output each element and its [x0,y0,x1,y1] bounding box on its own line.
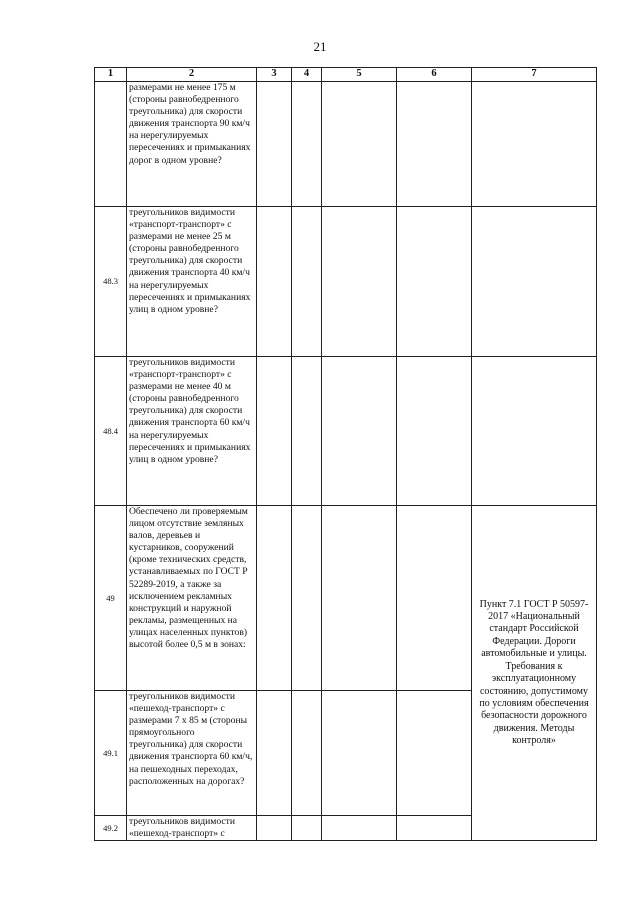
empty-cell [472,82,597,207]
page-number: 21 [313,39,327,54]
empty-cell [472,207,597,357]
col-header-4: 4 [292,68,322,82]
col-header-6: 6 [397,68,472,82]
row-text: треугольников видимости «пешеход-транспорт» с [127,816,257,841]
row-text: треугольников видимости «транспорт-транспорт» с размерами не менее 25 м (стороны равнобедренного треугольника) для скорости движения транспорта 40 км/ч на нерегулируемых пересечениях и примыканиях улиц в одном уровне? [127,207,257,357]
empty-cell [257,82,292,207]
table-row [95,82,597,207]
col-header-2: 2 [127,68,257,82]
table-row [95,506,597,691]
row-number: 49.1 [95,691,127,816]
row-number: 48.4 [95,357,127,506]
empty-cell [257,207,292,357]
col-header-1: 1 [95,68,127,82]
empty-cell [322,506,397,691]
empty-cell [322,82,397,207]
empty-cell [257,816,292,841]
empty-cell [322,816,397,841]
empty-cell [292,691,322,816]
col-header-7: 7 [472,68,597,82]
empty-cell [292,816,322,841]
row-text: размерами не менее 175 м (стороны равнобедренного треугольника) для скорости движения транспорта 90 км/ч на нерегулируемых пересечениях и примыканиях дорог в одном уровне? [127,82,257,207]
row-text: треугольников видимости «транспорт-транспорт» с размерами не менее 40 м (стороны равнобедренного треугольника) для скорости движения транспорта 60 км/ч на нерегулируемых пересечениях и примыканиях улиц в одном уровне? [127,357,257,506]
empty-cell [257,506,292,691]
row-text: Обеспечено ли проверяемым лицом отсутствие земляных валов, деревьев и кустарников, сооружений (кроме технических средств, устанавливаемых по ГОСТ Р 52289-2019, а также за исключением рекламных конструкций и наружной рекламы, размещенных на улицах населенных пунктов) высотой более 0,5 м в зонах: [127,506,257,691]
empty-cell [292,357,322,506]
header-row [95,68,597,82]
empty-cell [397,357,472,506]
empty-cell [397,82,472,207]
empty-cell [397,207,472,357]
row-text: треугольников видимости «пешеход-транспорт» с размерами 7 x 85 м (стороны прямоугольного треугольника) для скорости движения транспорта 60 км/ч, на пешеходных переходах, расположенных на дорогах? [127,691,257,816]
empty-cell [292,82,322,207]
empty-cell [257,691,292,816]
empty-cell [292,506,322,691]
empty-cell [322,691,397,816]
empty-cell [397,816,472,841]
row-number: 48.3 [95,207,127,357]
empty-cell [397,691,472,816]
empty-cell [472,357,597,506]
requirements-table [94,67,597,841]
row-number: 49.2 [95,816,127,841]
reference-cell: Пункт 7.1 ГОСТ Р 50597-2017 «Национальный стандарт Российской Федерации. Дороги автомобильные и улицы. Требования к эксплуатационному состоянию, допустимому по условиям обеспечения безопасности дорожного движения. Методы контроля» [472,506,597,841]
table-row [95,207,597,357]
empty-cell [292,207,322,357]
row-number [95,82,127,207]
empty-cell [397,506,472,691]
col-header-5: 5 [322,68,397,82]
col-header-3: 3 [257,68,292,82]
row-number: 49 [95,506,127,691]
empty-cell [322,357,397,506]
table-row [95,357,597,506]
empty-cell [257,357,292,506]
empty-cell [322,207,397,357]
